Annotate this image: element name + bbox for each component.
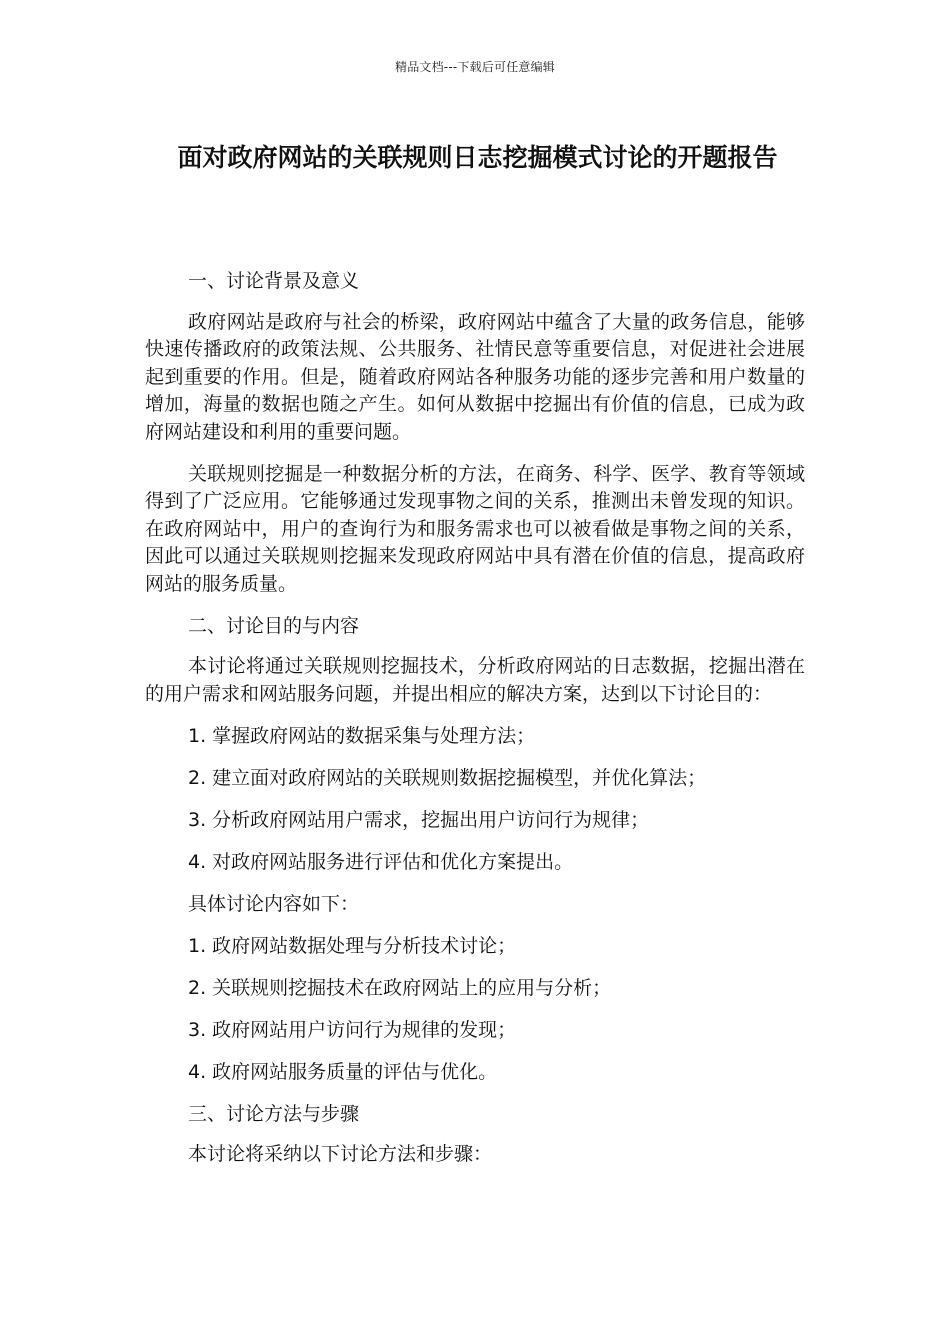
- section-heading-goals: 二、讨论目的与内容: [188, 614, 360, 637]
- content-item: 2. 关联规则挖掘技术在政府网站上的应用与分析；: [188, 976, 612, 999]
- goal-item: 3. 分析政府网站用户需求，挖掘出用户访问行为规律；: [188, 808, 650, 831]
- section-heading-methods: 三、讨论方法与步骤: [188, 1102, 360, 1125]
- content-item: 1. 政府网站数据处理与分析技术讨论；: [188, 934, 517, 957]
- goal-item: 2. 建立面对政府网站的关联规则数据挖掘模型，并优化算法；: [188, 766, 707, 789]
- document-body: [145, 268, 805, 1183]
- paragraph-content-intro: 具体讨论内容如下：: [188, 892, 360, 915]
- goal-item: 1. 掌握政府网站的数据采集与处理方法；: [188, 724, 536, 747]
- paragraph-background-1: 政府网站是政府与社会的桥梁，政府网站中蕴含了大量的政务信息，能够快速传播政府的政策法规、公共服务、社情民意等重要信息，对促进社会进展起到重要的作用。但是，随着政府网站各种服务功能的逐步完善和用户数量的增加，海量的数据也随之产生。如何从数据中挖掘出有价值的信息，已成为政府网站建设和利用的重要问题。: [145, 310, 805, 443]
- paragraph-methods-intro: 本讨论将采纳以下讨论方法和步骤：: [188, 1143, 493, 1165]
- document-title: 面对政府网站的关联规则日志挖掘模式讨论的开题报告: [177, 143, 778, 172]
- page-header-note: 精品文档---下载后可任意编辑: [395, 60, 555, 74]
- content-item: 3. 政府网站用户访问行为规律的发现；: [188, 1018, 517, 1041]
- content-item: 4. 政府网站服务质量的评估与优化。: [188, 1060, 498, 1083]
- paragraph-goals-intro: 本讨论将通过关联规则挖掘技术，分析政府网站的日志数据，挖掘出潜在的用户需求和网站服务问题，并提出相应的解决方案，达到以下讨论目的：: [145, 655, 805, 705]
- section-heading-background: 一、讨论背景及意义: [188, 270, 360, 292]
- goal-item: 4. 对政府网站服务进行评估和优化方案提出。: [188, 850, 574, 873]
- paragraph-background-2: 关联规则挖掘是一种数据分析的方法，在商务、科学、医学、教育等领域得到了广泛应用。它能够通过发现事物之间的关系，推测出未曾发现的知识。在政府网站中，用户的查询行为和服务需求也可以被看做是事物之间的关系，因此可以通过关联规则挖掘来发现政府网站中具有潜在价值的信息，提高政府网站的服务质量。: [145, 462, 805, 595]
